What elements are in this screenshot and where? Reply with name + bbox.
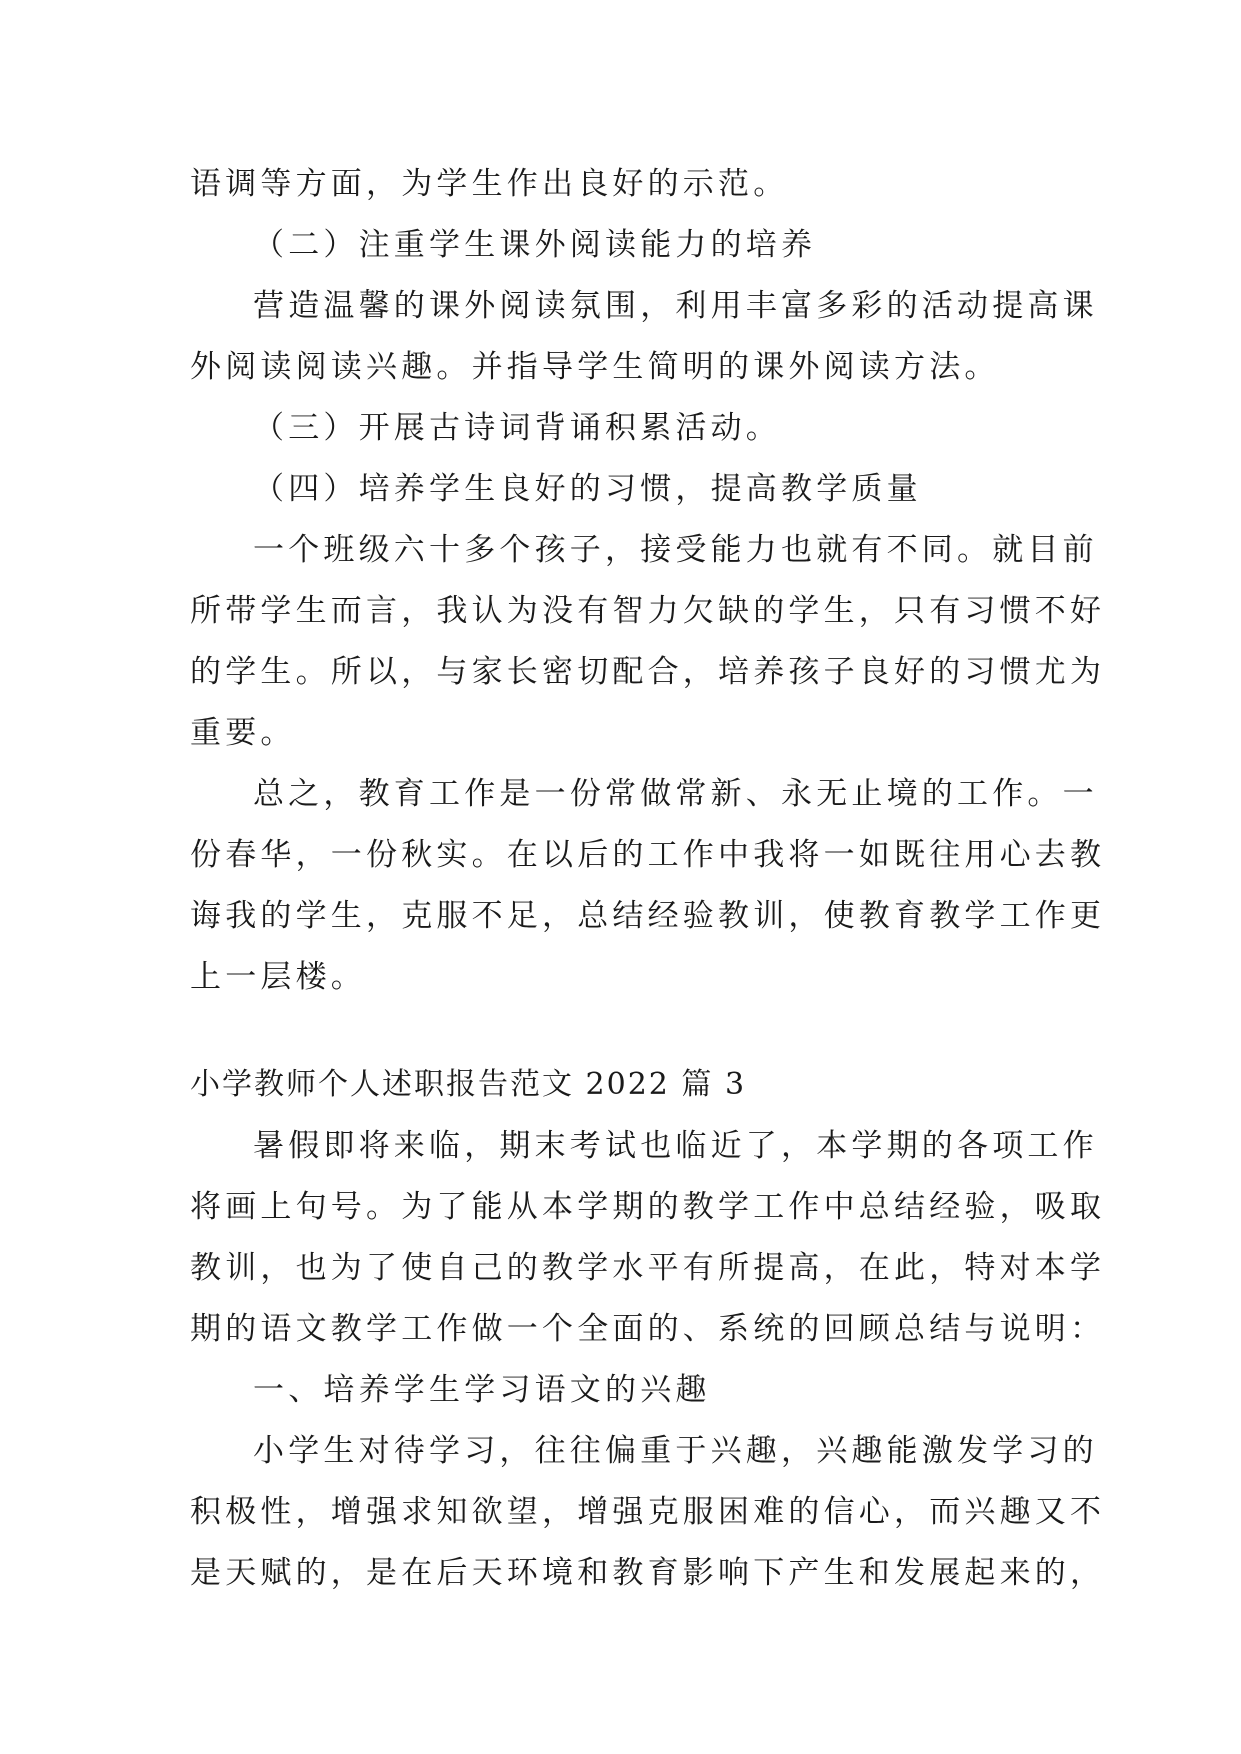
paragraph-line: 所带学生而言，我认为没有智力欠缺的学生，只有习惯不好 <box>190 593 1106 629</box>
section-heading: （三）开展古诗词背诵积累活动。 <box>253 410 781 446</box>
paragraph-line: 营造温馨的课外阅读氛围，利用丰富多彩的活动提高课 <box>253 288 1098 324</box>
paragraph-line: 诲我的学生，克服不足，总结经验教训，使教育教学工作更 <box>190 898 1106 934</box>
article-title: 小学教师个人述职报告范文 2022 篇 3 <box>190 1067 747 1102</box>
paragraph-line: 外阅读阅读兴趣。并指导学生简明的课外阅读方法。 <box>190 349 1000 385</box>
paragraph-line: 重要。 <box>190 715 296 751</box>
paragraph-line: 将画上句号。为了能从本学期的教学工作中总结经验，吸取 <box>190 1189 1106 1225</box>
paragraph-line: 教训，也为了使自己的教学水平有所提高，在此，特对本学 <box>190 1250 1106 1286</box>
paragraph-line: 语调等方面，为学生作出良好的示范。 <box>190 166 789 202</box>
section-heading: （四）培养学生良好的习惯，提高教学质量 <box>253 471 922 507</box>
paragraph-line: 暑假即将来临，期末考试也临近了，本学期的各项工作 <box>253 1128 1098 1164</box>
paragraph-line: 期的语文教学工作做一个全面的、系统的回顾总结与说明： <box>190 1311 1106 1347</box>
paragraph-line: 总之，教育工作是一份常做常新、永无止境的工作。一 <box>253 776 1098 812</box>
paragraph-line: 份春华，一份秋实。在以后的工作中我将一如既往用心去教 <box>190 837 1106 873</box>
paragraph-line: 的学生。所以，与家长密切配合，培养孩子良好的习惯尤为 <box>190 654 1106 690</box>
paragraph-line: 小学生对待学习，往往偏重于兴趣，兴趣能激发学习的 <box>253 1433 1098 1469</box>
paragraph-line: 一个班级六十多个孩子，接受能力也就有不同。就目前 <box>253 532 1098 568</box>
paragraph-line: 是天赋的，是在后天环境和教育影响下产生和发展起来的， <box>190 1555 1106 1591</box>
paragraph-line: 上一层楼。 <box>190 959 366 995</box>
paragraph-line: 积极性，增强求知欲望，增强克服困难的信心，而兴趣又不 <box>190 1494 1106 1530</box>
section-heading: 一、培养学生学习语文的兴趣 <box>253 1372 711 1408</box>
section-heading: （二）注重学生课外阅读能力的培养 <box>253 227 817 263</box>
